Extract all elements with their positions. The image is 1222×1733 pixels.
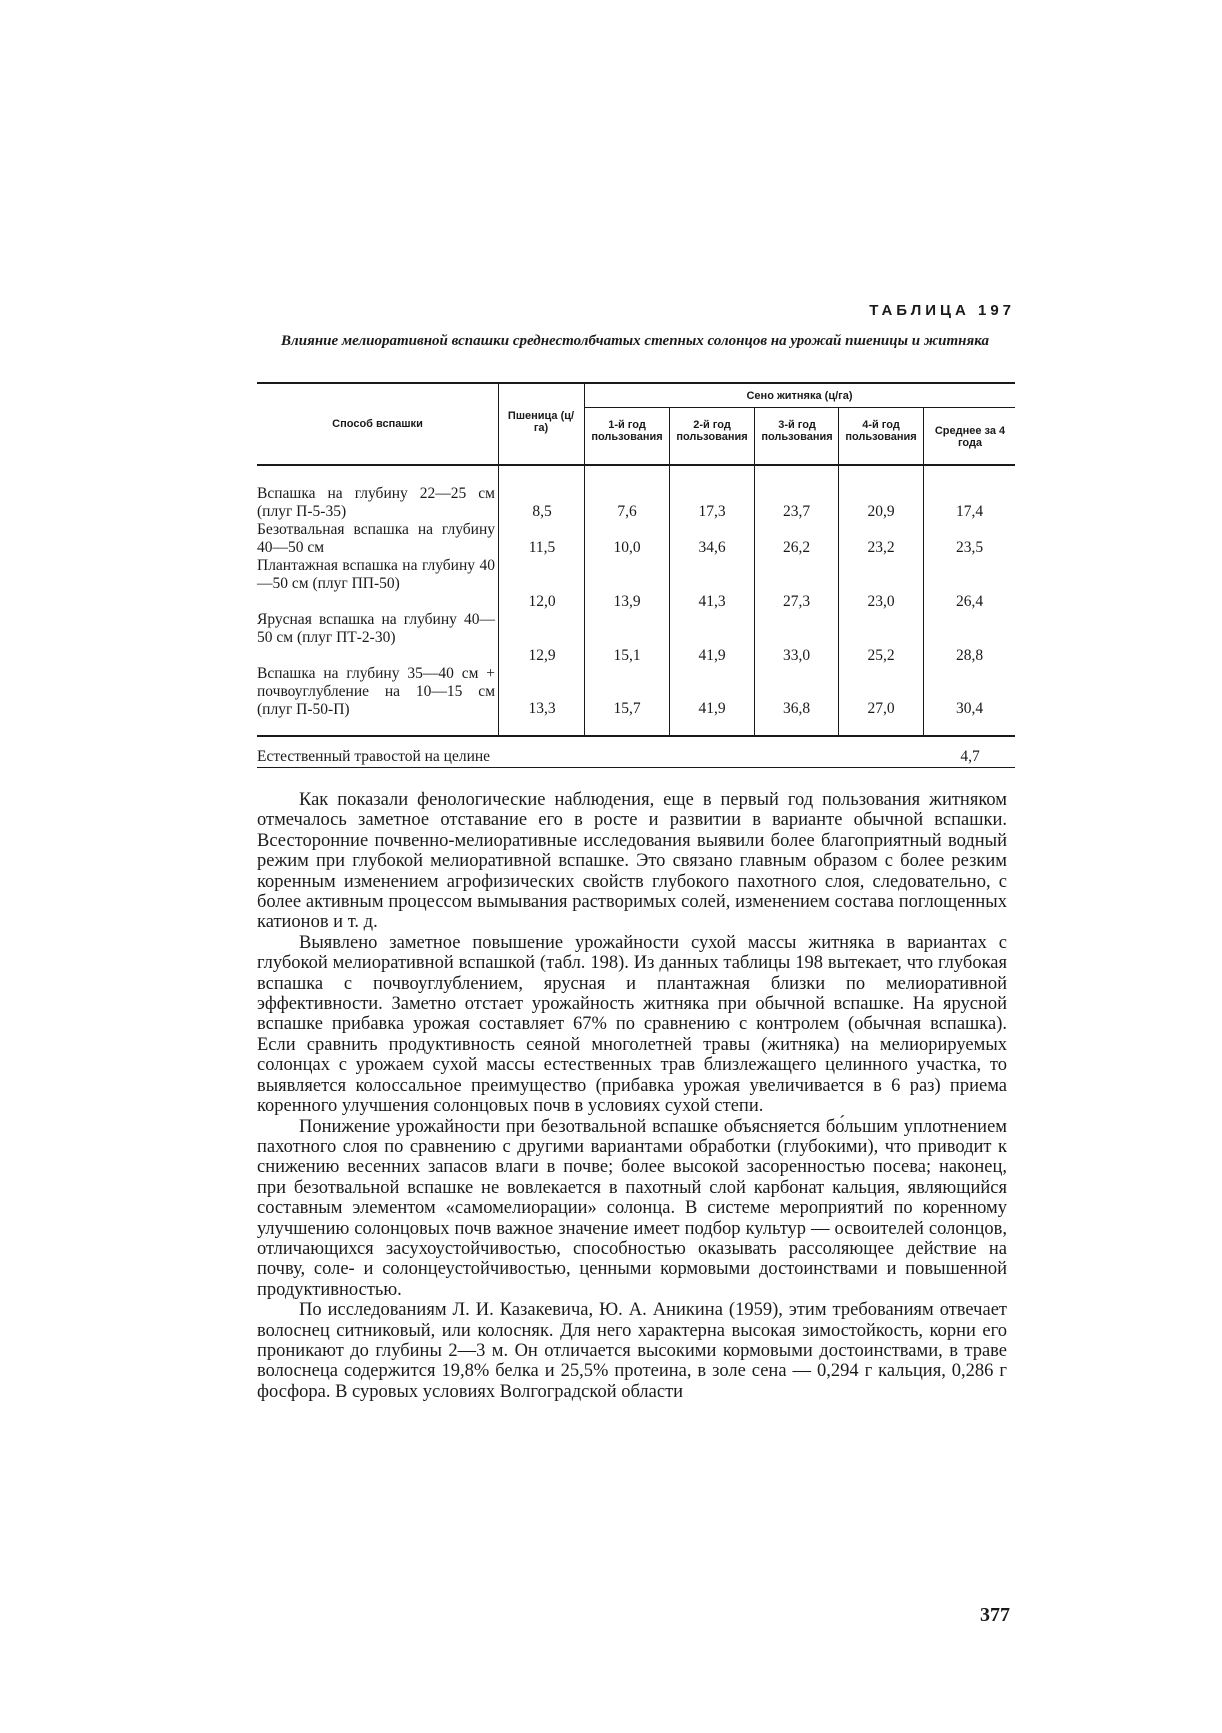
cell-average: 26,4 — [955, 593, 984, 610]
header-average: Среднее за 4 года — [934, 425, 1006, 449]
cell-year1: 7,6 — [617, 503, 637, 520]
col-divider-4 — [754, 408, 755, 735]
cell-year3: 23,7 — [782, 503, 811, 520]
cell-average: 17,4 — [955, 503, 984, 520]
cell-year2: 41,9 — [698, 647, 726, 664]
page-number: 377 — [980, 1604, 1010, 1626]
cell-year2: 17,3 — [698, 503, 726, 520]
cell-year4: 27,0 — [867, 700, 895, 717]
header-bottom-rule — [257, 464, 1015, 466]
cell-wheat: 8,5 — [532, 503, 552, 520]
cell-average: 30,4 — [955, 700, 984, 717]
row-label: Вспашка на глубину 35—40 см + почвоуглубление на 10—15 см (плуг П-50-П) — [257, 665, 495, 718]
cell-year2: 41,9 — [698, 700, 726, 717]
hay-header-rule — [584, 407, 1015, 408]
cell-year4: 20,9 — [867, 503, 895, 520]
cell-year1: 13,9 — [613, 593, 641, 610]
row-label: Ярусная вспашка на глубину 40—50 см (плуг ПТ-2-30) — [257, 611, 495, 646]
footer-label: Естественный травостой на целине — [257, 748, 491, 765]
cell-year4: 23,0 — [867, 593, 895, 610]
paragraph: Понижение урожайности при безотвальной вспашке объясняется бо́льшим уплотнением пахотного слоя по сравнению с другими вариантами обработки (глубокими), что приводит к снижению весенних запасов влаги в почве; более высокой засоренностью посева; наконец, при безотвальной вспашке не вовлекается в пахотный слой карбонат кальция, являющийся составным элементом «самомелиорации» солонца. В системе мероприятий по коренному улучшению солонцовых почв важное значение имеет подбор культур — освоителей солонцов, отличающихся засухоустойчивостью, способностью оказывать рассоляющее действие на почву, соле- и солонцеустойчивостью, ценными кормовыми достоинствами и повышенной продуктивностью. — [257, 1116, 1007, 1300]
table-caption: Влияние мелиоративной вспашки среднестолбчатых степных солонцов на урожай пшеницы и житняка — [281, 333, 989, 349]
cell-wheat: 13,3 — [528, 700, 556, 717]
paragraph: Выявлено заметное повышение урожайности сухой массы житняка в вариантах с глубокой мелиоративной вспашкой (табл. 198). Из данных таблицы 198 вытекает, что глубокая вспашка с почвоуглублением, ярусная и плантажная близки по мелиоративной эффективности. Заметно отстает урожайность житняка при обычной вспашке. На ярусной вспашке прибавка урожая составляет 67% по сравнению с контролем (обычная вспашка). Если сравнить продуктивность сеяной многолетней травы (житняка) на мелиорируемых солонцах с урожаем сухой массы естественных трав близлежащего целинного участка, то выявляется колоссальное преимущество (прибавка урожая увеличивается в 6 раз) приема коренного улучшения солонцовых почв в условиях сухой степи. — [257, 932, 1007, 1117]
header-year3: 3-й год пользования — [761, 419, 833, 443]
cell-year2: 34,6 — [698, 539, 726, 556]
cell-wheat: 12,0 — [528, 593, 556, 610]
paragraph: По исследованиям Л. И. Казакевича, Ю. А. Аникина (1959), этим требованиям отвечает волоснец ситниковый, или колосняк. Для него характерна высокая зимостойкость, корни его проникают до глубины 2—3 м. Он отличается высокими кормовыми достоинствами, в траве волоснеца содержится 19,8% белка и 25,5% протеина, в золе сена — 0,294 г кальция, 0,286 г фосфора. В суровых условиях Волгоградской области — [257, 1300, 1007, 1402]
header-year1: 1-й год пользования — [591, 419, 663, 443]
cell-year1: 15,1 — [613, 647, 641, 664]
col-divider-5 — [838, 408, 839, 735]
cell-year1: 15,7 — [613, 700, 641, 717]
cell-wheat: 11,5 — [528, 539, 556, 556]
header-year2: 2-й год пользования — [676, 419, 748, 443]
cell-year3: 26,2 — [782, 539, 811, 556]
row-label: Плантажная вспашка на глубину 40—50 см (плуг ПП-50) — [257, 557, 495, 592]
col-divider-1 — [498, 383, 499, 735]
cell-year4: 23,2 — [867, 539, 895, 556]
table-top-rule — [257, 382, 1015, 384]
cell-average: 23,5 — [955, 539, 984, 556]
header-wheat: Пшеница (ц/га) — [507, 410, 575, 434]
table-body-bottom-rule — [257, 735, 1015, 737]
cell-year3: 33,0 — [782, 647, 811, 664]
paragraph: Как показали фенологические наблюдения, еще в первый год пользования житняком отмечалось заметное отставание его в росте и развитии в варианте обычной вспашки. Всесторонние почвенно-мелиоративные исследования выявили более благоприятный водный режим при глубокой мелиоративной вспашке. Это связано главным образом с более резким коренным изменением агрофизических свойств глубокого пахотного слоя, следовательно, с более активным процессом вымывания растворимых солей, изменением состава поглощенных катионов и т. д. — [257, 790, 1007, 933]
cell-wheat: 12,9 — [528, 647, 556, 664]
col-divider-6 — [923, 408, 924, 735]
header-year4: 4-й год пользования — [845, 419, 917, 443]
cell-year1: 10,0 — [613, 539, 641, 556]
row-label: Безотвальная вспашка на глубину 40—50 см — [257, 521, 495, 556]
table-label: ТАБЛИЦА 197 — [869, 302, 1015, 319]
table-footer-rule — [257, 767, 1015, 768]
row-label: Вспашка на глубину 22—25 см (плуг П-5-35) — [257, 485, 495, 520]
cell-year3: 36,8 — [782, 700, 811, 717]
header-method: Способ вспашки — [332, 418, 423, 430]
col-divider-3 — [669, 408, 670, 735]
footer-value: 4,7 — [960, 748, 980, 765]
header-hay: Сено житняка (ц/га) — [746, 390, 853, 402]
cell-average: 28,8 — [955, 647, 984, 664]
cell-year3: 27,3 — [782, 593, 811, 610]
cell-year2: 41,3 — [698, 593, 726, 610]
cell-year4: 25,2 — [867, 647, 895, 664]
body-text — [257, 790, 1007, 1402]
col-divider-2 — [584, 383, 585, 735]
